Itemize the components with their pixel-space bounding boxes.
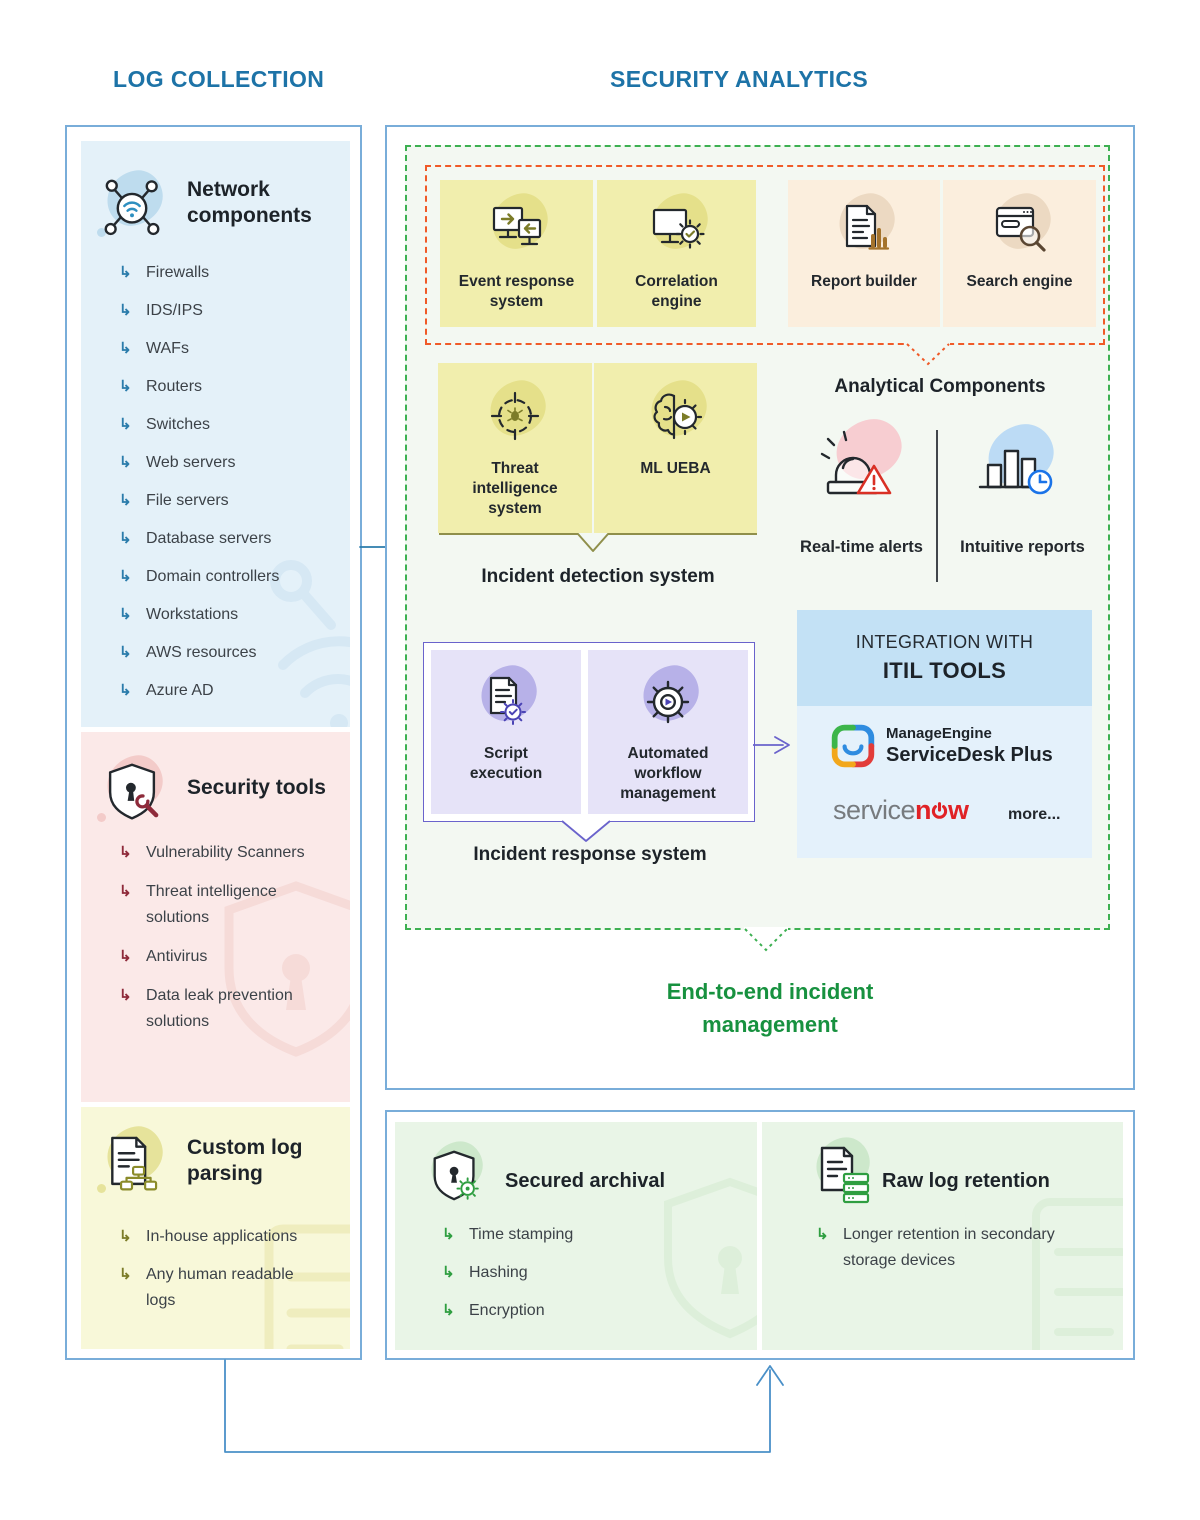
analytical-components-heading: Analytical Components: [834, 376, 1046, 397]
incident-response-caption: Incident response system: [473, 844, 707, 865]
itil-integration-box: [797, 610, 1092, 858]
network-icon-wrap: [95, 169, 169, 243]
report-document-icon: [829, 194, 899, 264]
list-item: ↳ Threat intelligence solutions: [117, 879, 317, 931]
shield-wrench-icon: [97, 756, 167, 826]
tile-label: Automated workflow management: [620, 745, 716, 802]
gear-play-icon: [633, 666, 703, 736]
tile-script-execution: [431, 650, 581, 814]
realtime-alerts-icon-wrap: [812, 420, 912, 512]
script-gear-icon: [471, 666, 541, 736]
security-tools-card: [81, 732, 350, 1102]
list-item: ↳ File servers: [117, 488, 337, 514]
tile-correlation-engine: [597, 180, 756, 327]
bar-chart-clock-icon: [972, 429, 1067, 509]
list-item: ↳ Longer retention in secondary storage devices: [814, 1222, 1064, 1274]
tile-label: Threat intelligence system: [472, 460, 558, 517]
raw-log-retention-card: [762, 1122, 1123, 1350]
security-tools-list: [117, 840, 317, 1047]
list-item: ↳ Vulnerability Scanners: [117, 840, 311, 866]
response-to-itil-arrow-icon: [753, 734, 797, 756]
network-hub-icon: [97, 171, 167, 241]
list-item: ↳ Encryption: [440, 1298, 680, 1324]
log-collection-panel: [65, 125, 362, 1360]
tile-label: Script execution: [469, 745, 543, 782]
correlation-box-notch: [903, 335, 953, 367]
network-components-list: [117, 260, 337, 716]
servicedesk-plus-wordmark: [886, 725, 1053, 768]
monitor-gear-icon: [642, 194, 712, 264]
raw-log-retention-list: [814, 1222, 1064, 1286]
security-analytics-title: SECURITY ANALYTICS: [610, 66, 869, 92]
tile-report-builder: [788, 180, 940, 327]
end-to-end-caption: End-to-end incident management: [666, 979, 874, 1037]
document-flowchart-icon: [97, 1127, 167, 1197]
servicenow-logo: [833, 795, 969, 826]
servicenow-red-w: w: [948, 795, 969, 825]
dual-monitor-sync-icon: [482, 194, 552, 264]
security-tools-heading: Security tools: [187, 776, 326, 799]
custom-log-parsing-card: [81, 1107, 350, 1349]
incident-detection-caption: Incident detection system: [481, 566, 715, 587]
list-item: ↳ IDS/IPS: [117, 298, 337, 324]
network-components-heading: Network components: [187, 178, 312, 227]
list-item: ↳ In-house applications: [117, 1224, 327, 1250]
detection-brace: [438, 532, 758, 558]
siren-alert-icon: [812, 424, 907, 509]
custom-log-icon-wrap: [95, 1125, 169, 1199]
brain-gear-icon: [641, 381, 711, 451]
intuitive-reports-icon-wrap: [972, 425, 1072, 511]
tile-label: ML UEBA: [640, 460, 711, 477]
end-to-end-notch: [741, 920, 791, 954]
secured-archival-heading: Secured archival: [505, 1170, 666, 1192]
log-collection-title: LOG COLLECTION: [113, 66, 325, 92]
list-item: ↳ Antivirus: [117, 944, 317, 970]
tile-label: Correlation engine: [635, 273, 718, 310]
tile-automated-workflow: [588, 650, 748, 814]
raw-log-retention-heading: Raw log retention: [882, 1170, 1050, 1192]
itil-heading-line2: ITIL TOOLS: [882, 658, 1007, 683]
servicedesk-plus-label: ServiceDesk Plus: [886, 744, 1053, 766]
itil-header: [797, 610, 1092, 706]
crosshair-bug-icon: [480, 381, 550, 451]
intuitive-reports-label: Intuitive reports: [960, 538, 1085, 556]
secured-archival-card: [395, 1122, 757, 1350]
raw-log-icon-wrap: [808, 1138, 872, 1202]
realtime-alerts-label: Real-time alerts: [800, 538, 923, 556]
servicenow-red-n: n: [915, 795, 932, 825]
list-item: ↳ Time stamping: [440, 1222, 680, 1248]
security-tools-icon-wrap: [95, 754, 169, 828]
secured-archival-list: [440, 1222, 680, 1336]
analytical-divider: [936, 430, 938, 582]
list-item: ↳ Web servers: [117, 450, 337, 476]
list-item: ↳ Workstations: [117, 602, 337, 628]
list-item: ↳ AWS resources: [117, 640, 337, 666]
secured-archival-icon-wrap: [423, 1142, 487, 1206]
list-item: ↳ WAFs: [117, 336, 337, 362]
list-item: ↳ Switches: [117, 412, 337, 438]
tile-threat-intelligence-system: [438, 363, 592, 533]
itil-heading-line1: INTEGRATION WITH: [855, 632, 1034, 652]
shield-gear-icon: [425, 1144, 487, 1206]
tile-label: Event response system: [458, 273, 575, 310]
more-tools-label: more...: [1008, 806, 1061, 823]
list-item: ↳ Hashing: [440, 1260, 680, 1286]
custom-log-list: [117, 1224, 327, 1326]
list-item: ↳ Any human readable logs: [117, 1262, 327, 1314]
list-item: ↳ Data leak prevention solutions: [117, 983, 317, 1035]
servicenow-gray-part: service: [833, 795, 916, 825]
list-item: ↳ Azure AD: [117, 678, 337, 704]
list-item: ↳ Firewalls: [117, 260, 337, 286]
custom-log-heading: Custom log parsing: [187, 1136, 303, 1185]
tile-event-response-system: [440, 180, 593, 327]
tile-label: Report builder: [811, 273, 917, 290]
document-server-icon: [810, 1140, 874, 1204]
list-item: ↳ Domain controllers: [117, 564, 337, 590]
network-components-card: [81, 141, 350, 727]
browser-magnifier-icon: [985, 194, 1055, 264]
servicenow-power-o-icon: [931, 800, 948, 821]
servicedesk-plus-logo: [831, 724, 875, 768]
response-box-notch: [556, 812, 616, 844]
list-item: ↳ Database servers: [117, 526, 337, 552]
list-item: ↳ Routers: [117, 374, 337, 400]
log-to-archival-connector: [200, 1358, 820, 1468]
tile-label: Search engine: [966, 273, 1073, 290]
tile-ml-ueba: [594, 363, 757, 533]
manageengine-label: ManageEngine: [886, 725, 992, 742]
tile-search-engine: [943, 180, 1096, 327]
